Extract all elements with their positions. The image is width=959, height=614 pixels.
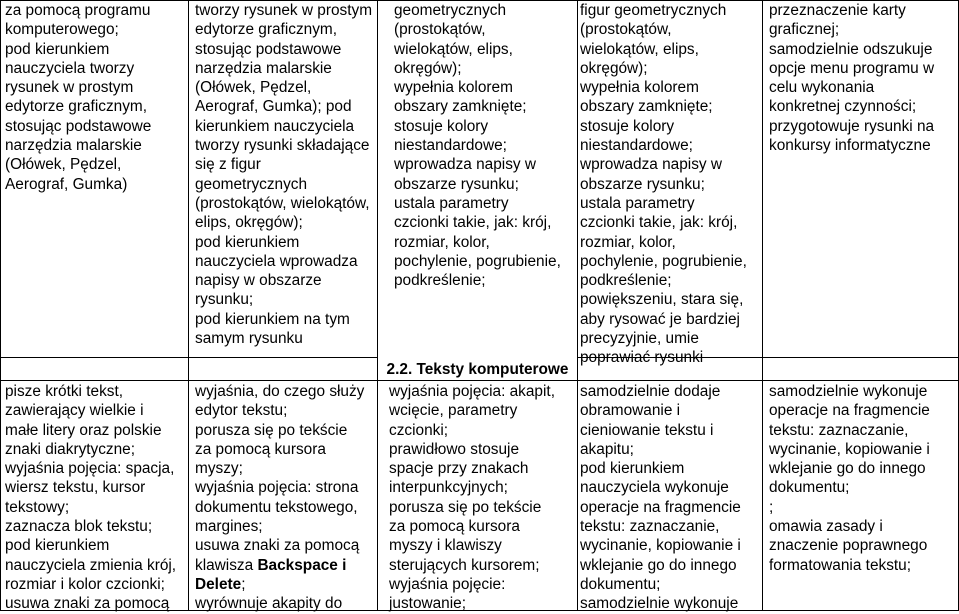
text-line: wycinanie, kopiowanie i [769, 440, 930, 458]
text-line: pochylenie, pogrubienie, [580, 252, 747, 270]
text-line: powiększeniu, stara się, [580, 291, 744, 309]
text-line: spacje przy znakach [389, 460, 529, 478]
text-line: graficznej; [769, 21, 840, 39]
text-line: znaki diakrytyczne; [5, 440, 136, 458]
text-line: usuwa znaki za pomocą [195, 537, 360, 555]
text-line: wprowadza napisy w [580, 156, 723, 174]
text-line: prawidłowo stosuje [389, 440, 520, 458]
text-line: (Ołówek, Pędzel, [5, 156, 122, 174]
cell-top-col2 [195, 1, 372, 348]
text-line: wyjaśnia pojęcia: akapit, [389, 383, 555, 400]
cell-bottom-col5 [769, 382, 930, 575]
text-line: Aerograf, Gumka) [5, 175, 128, 193]
text-line: aby rysować je bardziej [580, 310, 740, 328]
text-line: margines; [195, 518, 263, 536]
column-border [577, 0, 578, 611]
text-line: nauczyciela tworzy [5, 59, 135, 77]
text-line: konkursy informatyczne [769, 137, 931, 155]
text-line: samodzielnie wykonuje [580, 595, 739, 613]
text-line: tekstu: zaznaczanie, [580, 518, 720, 536]
text-line: zawierający wielkie i [5, 402, 144, 420]
text-line: narzędzia malarskie [195, 59, 332, 77]
text-line: wielokątów, elips, [580, 40, 699, 58]
text-line: usuwa znaki za pomocą [5, 595, 170, 613]
text-line: okręgów); [394, 59, 462, 77]
column-border [188, 0, 189, 611]
text-line: samodzielnie wykonuje [769, 383, 928, 400]
text-line: dokumentu tekstowego, [195, 498, 358, 516]
text-line: wypełnia kolorem [394, 79, 513, 97]
text-line: elips, okręgów); [195, 214, 303, 232]
text-line: geometrycznych [195, 175, 308, 193]
text-line: samodzielnie dodaje [580, 383, 721, 400]
text-line: celu wykonania [769, 79, 875, 97]
text-line: wyjaśnia pojęcia: spacja, [5, 460, 175, 478]
text-line: nauczyciela zmienia krój, [5, 556, 177, 574]
text-line: niestandardowe; [580, 137, 693, 155]
text-line: narzędzia malarskie [5, 137, 142, 155]
text-line: wklejanie go do innego [769, 460, 926, 478]
text-line: wcięcie, parametry [389, 402, 518, 420]
keys-suffix: ; [241, 575, 246, 593]
text-line: nauczyciela wykonuje [580, 479, 729, 497]
text-line: justowanie; [389, 595, 466, 613]
text-line: figur geometrycznych [580, 2, 727, 19]
text-line: ustala parametry [580, 194, 695, 212]
keys-mid: i [337, 556, 347, 574]
text-line: niestandardowe; [394, 137, 507, 155]
column-border [377, 0, 378, 611]
text-line: rysunku; [195, 291, 254, 309]
text-line: interpunkcyjnych; [389, 479, 508, 497]
row-border [0, 357, 377, 358]
cell-top-col4 [580, 1, 747, 368]
cell-bottom-col1 [5, 382, 176, 614]
cell-top-col3 [394, 1, 561, 290]
text-line: dokumentu; [769, 479, 850, 497]
cell-bottom-col3 [389, 382, 555, 614]
text-line: wprowadza napisy w [394, 156, 537, 174]
cell-top-col5 [769, 1, 934, 155]
text-line: operacje na fragmencie [769, 402, 930, 420]
text-line: rozmiar i kolor czcionki; [5, 575, 165, 593]
text-line: obszary zamknięte; [580, 98, 713, 116]
text-line: samodzielnie odszukuje [769, 40, 933, 58]
text-line: myszy i klawiszy [389, 537, 502, 555]
text-line: porusza się po tekście [389, 498, 542, 516]
text-line: rozmiar, kolor, [394, 233, 490, 251]
text-line: wiersz tekstu, kursor [5, 479, 146, 497]
text-line: opcje menu programu w [769, 59, 935, 77]
text-line: za pomocą kursora [195, 440, 326, 458]
text-line: nauczyciela wprowadza [195, 252, 358, 270]
text-line: omawia zasady i [769, 518, 883, 536]
cell-bottom-col4 [580, 382, 741, 614]
text-line: pisze krótki tekst, [5, 383, 124, 400]
text-line: operacje na fragmencie [580, 498, 741, 516]
text-line: małe litery oraz polskie [5, 421, 162, 439]
text-line: edytorze graficznym, [195, 21, 337, 39]
text-line: pochylenie, pogrubienie, [394, 252, 561, 270]
text-line: precyzyjnie, umie [580, 330, 699, 348]
column-border [0, 0, 1, 611]
text-line: obramowanie i [580, 402, 681, 420]
text-line: wyjaśnia pojęcie: [389, 575, 506, 593]
text-line: Aerograf, Gumka); pod [195, 98, 352, 116]
text-line: wypełnia kolorem [580, 79, 699, 97]
text-line: tworzy rysunki składające [195, 137, 370, 155]
text-line: stosuje kolory [394, 117, 489, 135]
text-line: wyjaśnia pojęcia: strona [195, 479, 359, 497]
text-line: pod kierunkiem [5, 40, 110, 58]
keys-line [195, 556, 364, 575]
text-line: znaczenie poprawnego [769, 537, 928, 555]
text-line: pod kierunkiem [5, 537, 110, 555]
text-line: porusza się po tekście [195, 421, 348, 439]
text-line: ustala parametry [394, 194, 509, 212]
text-line: edytor tekstu; [195, 402, 288, 420]
text-line: za pomocą programu [5, 2, 151, 19]
text-line: kierunkiem nauczyciela [195, 117, 355, 135]
text-line: stosując podstawowe [195, 40, 342, 58]
text-line: czcionki; [389, 421, 449, 439]
row-border [0, 380, 959, 381]
section-heading: 2.2. Teksty komputerowe [386, 361, 569, 378]
text-line: poprawiać rysunki [580, 349, 704, 367]
text-line: (Ołówek, Pędzel, [195, 79, 312, 97]
text-line: edytorze graficznym, [5, 98, 147, 116]
text-line: okręgów); [580, 59, 648, 77]
text-line: podkreślenie; [394, 272, 486, 290]
text-line: obszary zamknięte; [394, 98, 527, 116]
text-line: formatowania tekstu; [769, 556, 912, 574]
list-item: wyrównuje akapity do [195, 595, 343, 613]
text-line: wycinanie, kopiowanie i [580, 537, 741, 555]
text-line: czcionki takie, jak: krój, [394, 214, 552, 232]
text-line: za pomocą kursora [389, 518, 520, 536]
text-line: ; [769, 498, 774, 516]
text-line: przeznaczenie karty [769, 2, 906, 19]
text-line: podkreślenie; [580, 272, 672, 290]
text-line: samym rysunku [195, 330, 303, 348]
text-line: tekstowy; [5, 498, 70, 516]
text-line: zaznacza blok tekstu; [5, 518, 153, 536]
cell-bottom-col2-lines [195, 382, 364, 556]
text-line: pod kierunkiem na tym [195, 310, 350, 328]
text-line: wklejanie go do innego [580, 556, 737, 574]
text-line: komputerowego; [5, 21, 119, 39]
text-line: rozmiar, kolor, [580, 233, 676, 251]
delete-key: Delete [195, 575, 242, 593]
text-line: obszarze rysunku; [394, 175, 519, 193]
text-line: wielokątów, elips, [394, 40, 513, 58]
text-line: geometrycznych [394, 2, 507, 19]
text-line: napisy w obszarze [195, 272, 322, 290]
text-line: wyjaśnia, do czego służy [195, 383, 365, 400]
text-line: stosuje kolory [580, 117, 675, 135]
text-line: obszarze rysunku; [580, 175, 705, 193]
text-line: rysunek w prostym [5, 79, 134, 97]
text-line: przygotowuje rysunki na [769, 117, 935, 135]
keys-prefix: klawisza [195, 556, 258, 574]
text-line: stosując podstawowe [5, 117, 152, 135]
text-line: czcionki takie, jak: krój, [580, 214, 738, 232]
text-line: akapitu; [580, 440, 634, 458]
text-line: dokumentu; [580, 575, 661, 593]
text-line: pod kierunkiem [580, 460, 685, 478]
text-line: konkretnej czynności; [769, 98, 917, 116]
cell-top-col1 [5, 1, 151, 194]
delete-line [195, 575, 364, 594]
text-line: (prostokątów, wielokątów, [195, 194, 370, 212]
text-line: sterujących kursorem; [389, 556, 540, 574]
backspace-key: Backspace [257, 556, 338, 574]
text-line: (prostokątów, [580, 21, 672, 39]
text-line: tworzy rysunek w prostym [195, 2, 373, 19]
text-line: się z figur [195, 156, 261, 174]
text-line: myszy; [195, 460, 243, 478]
text-line: tekstu: zaznaczanie, [769, 421, 909, 439]
text-line: (prostokątów, [394, 21, 486, 39]
text-line: pod kierunkiem [195, 233, 300, 251]
column-border [762, 0, 763, 611]
text-line: cieniowanie tekstu i [580, 421, 714, 439]
cell-bottom-col2 [195, 382, 364, 614]
